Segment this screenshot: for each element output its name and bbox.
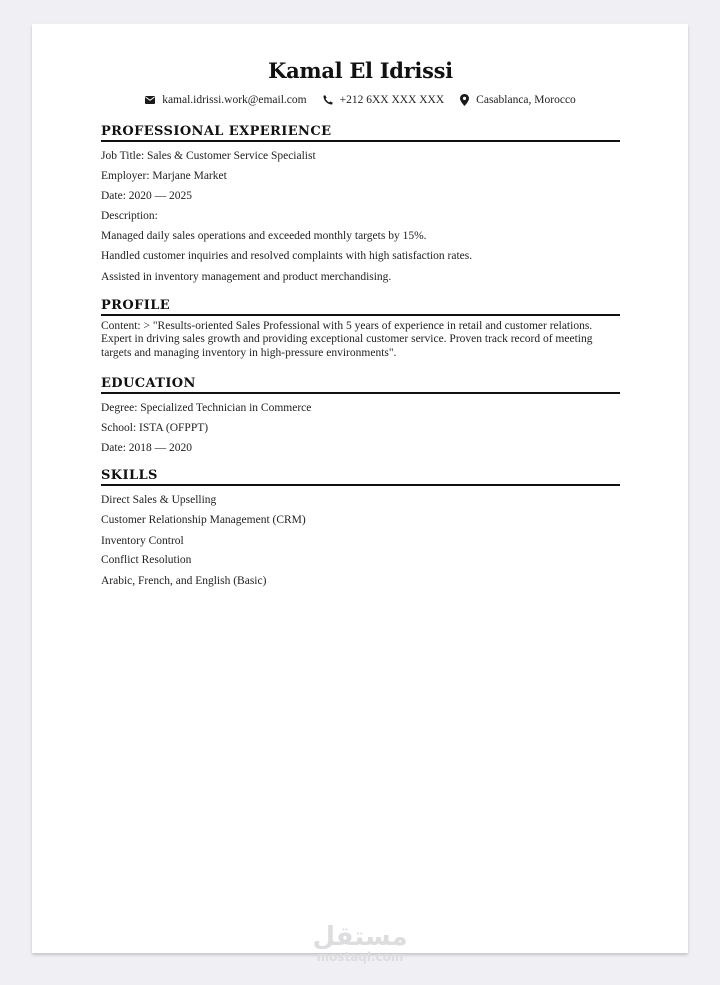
experience-date: Date: 2020 — 2025 — [101, 190, 193, 202]
phone-icon — [323, 95, 333, 105]
phone-text: +212 6XX XXX XXX — [339, 94, 445, 106]
experience-description-item: Handled customer inquiries and resolved complaints with high satisfaction rates. — [101, 250, 473, 262]
section-title-experience: PROFESSIONAL EXPERIENCE — [101, 123, 620, 142]
resume-page — [32, 24, 688, 953]
skill-item: Conflict Resolution — [101, 554, 192, 566]
experience-description-item: Assisted in inventory management and product merchandising. — [101, 271, 392, 283]
skill-item: Direct Sales & Upselling — [101, 494, 217, 506]
contact-phone[interactable] — [323, 94, 445, 106]
experience-job-title: Job Title: Sales & Customer Service Specialist — [101, 150, 316, 162]
experience-description-item: Managed daily sales operations and exceeded monthly targets by 15%. — [101, 230, 427, 242]
education-date: Date: 2018 — 2020 — [101, 442, 193, 454]
education-degree: Degree: Specialized Technician in Commerce — [101, 402, 312, 414]
section-profile — [101, 297, 620, 360]
skill-item: Inventory Control — [101, 535, 184, 547]
skill-item: Arabic, French, and English (Basic) — [101, 575, 267, 587]
section-education — [101, 375, 620, 454]
contact-email[interactable] — [145, 94, 306, 106]
contact-location[interactable] — [460, 94, 576, 106]
location-text: Casablanca, Morocco — [476, 94, 576, 106]
section-skills — [101, 467, 620, 587]
envelope-icon — [145, 96, 155, 104]
section-title-skills: SKILLS — [101, 467, 620, 486]
mostaql-watermark — [312, 922, 408, 963]
map-pin-icon — [460, 94, 469, 106]
watermark-arabic-logo: مستقل — [312, 922, 408, 952]
section-title-profile: PROFILE — [101, 297, 620, 316]
profile-content: Content: > "Results-oriented Sales Professional with 5 years of experience in retail and customer relations. Expert in driving sales growth and providing exceptional customer service. Proven track record of meeting targets and managing inventory in high-pressure environments". — [101, 320, 593, 359]
section-experience — [101, 123, 620, 283]
candidate-name: Kamal El Idrissi — [268, 58, 453, 83]
education-school: School: ISTA (OFPPT) — [101, 422, 209, 434]
contact-bar — [101, 94, 620, 106]
watermark-domain: mostaql.com — [316, 950, 404, 964]
experience-description-label: Description: — [101, 210, 158, 222]
skill-item: Customer Relationship Management (CRM) — [101, 514, 306, 526]
experience-employer: Employer: Marjane Market — [101, 170, 227, 182]
email-text: kamal.idrissi.work@email.com — [162, 94, 307, 106]
section-title-education: EDUCATION — [101, 375, 620, 394]
